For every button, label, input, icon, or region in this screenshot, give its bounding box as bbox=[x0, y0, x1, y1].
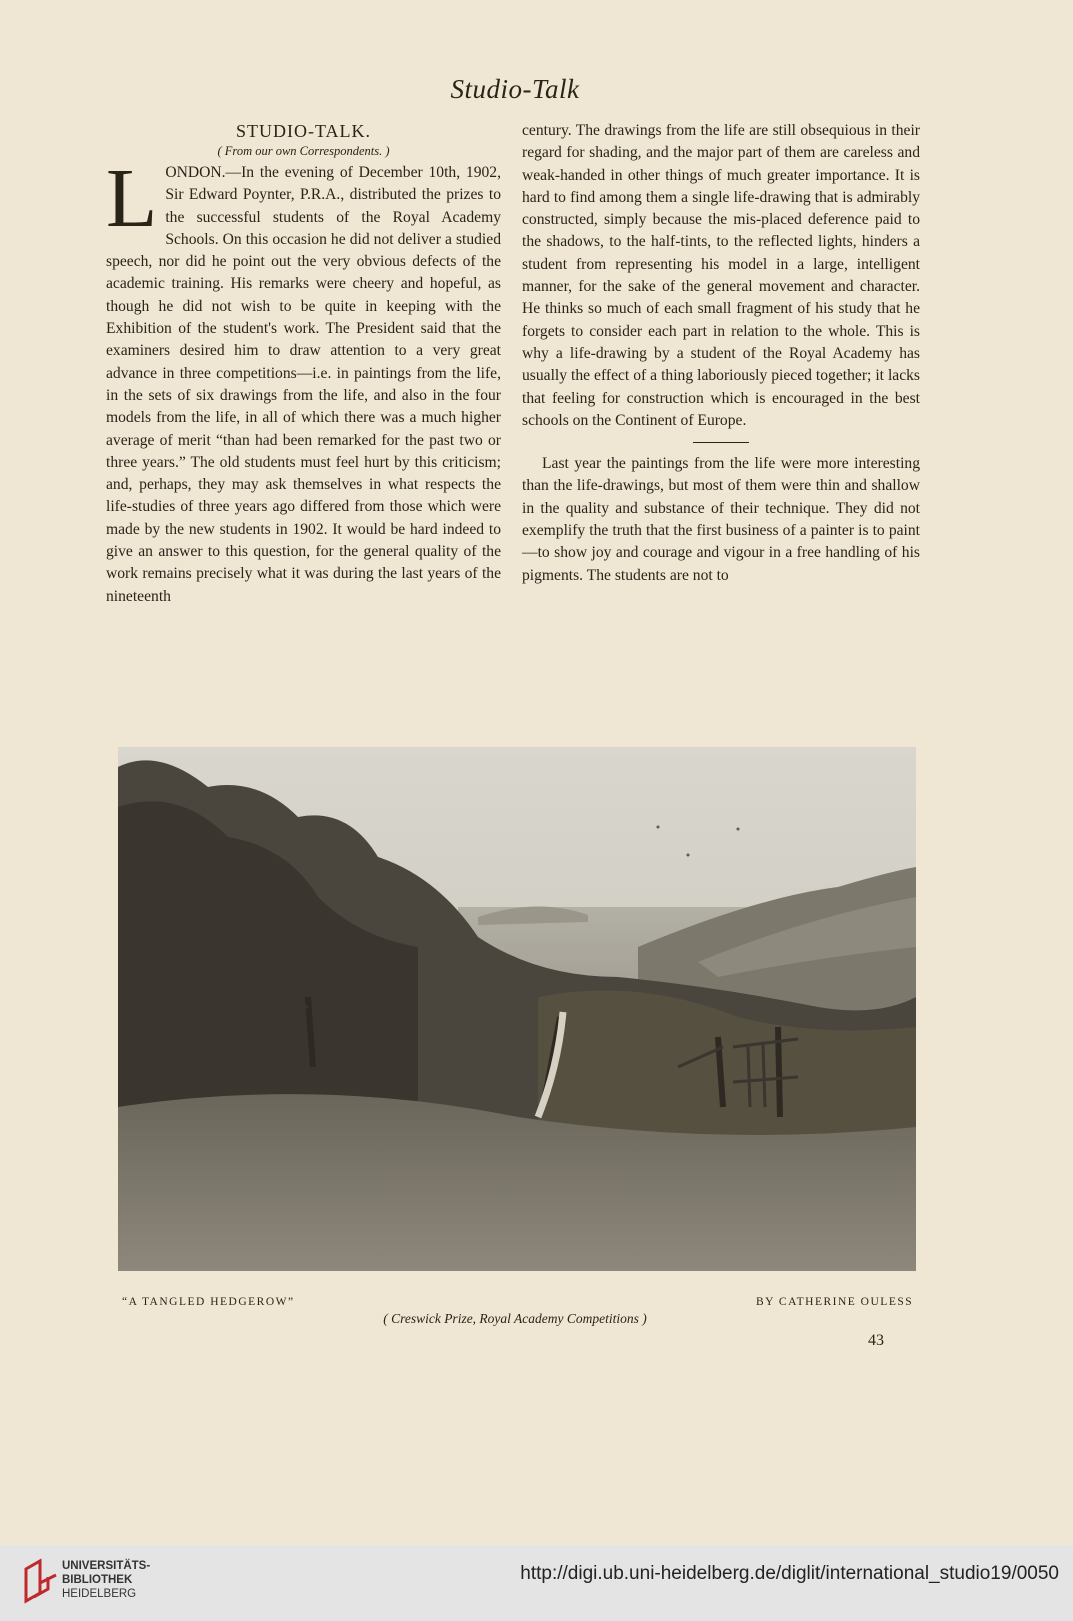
library-name bbox=[62, 1559, 150, 1601]
left-column-text: ONDON.—In the evening of December 10th, 1902, Sir Edward Poynter, P.R.A., distributed the prizes to the successful students of the Royal Academy Schools. On this occasion he did not deliver a studied speech, nor did he point out the very obvious defects of the academic training. His remarks were cheery and hopeful, as though he did not wish to be quite in keeping with the Exhibition of the student's work. The President said that the examiners desired him to draw attention to a very great advance in three competitions—i.e. in paintings from the life, in the sets of six drawings from the life, and also in the four models from the life, in all of which there was a much higher average of merit “than had been remarked for the past two or three years.” The old students must feel hurt by this criticism; and, perhaps, they may ask themselves in what respects the life-studies of three years ago differed from those which were made by the new students in 1902. It would be hard indeed to give an answer to this question, for the general quality of the work remains precisely what it was during the last years of the nineteenth bbox=[106, 164, 501, 605]
library-name-line1: UNIVERSITÄTS- bbox=[62, 1560, 151, 1572]
article-title: STUDIO-TALK. bbox=[235, 121, 372, 141]
running-head: Studio-Talk bbox=[450, 74, 580, 104]
right-column-paragraph-2: Last year the paintings from the life were more interesting than the life-drawings, but most of them were thin and shallow in the quality and substance of their technique. They did not exemplify the truth that the first business of a painter is to paint—to show joy and courage and vigour in a free handling of his pigments. The students are not to bbox=[522, 455, 920, 584]
right-column bbox=[522, 120, 920, 587]
section-divider bbox=[693, 442, 749, 443]
painting-plate bbox=[118, 747, 916, 1271]
plate-caption-sub: ( Creswick Prize, Royal Academy Competitions ) bbox=[383, 1311, 647, 1326]
library-name-line2: BIBLIOTHEK bbox=[62, 1574, 133, 1586]
right-column-paragraph-1: century. The drawings from the life are still obsequious in their regard for shading, and the major part of them are careless and weak-handed in other things of much greater importance. It is hard to find among them a single life-drawing that is admirably constructed, simply because the mis-placed deference paid to the shadows, to the half-tints, to the reflected lights, hinders a student from representing his model in a large, intelligent manner, for the sake of the general movement and character. He thinks so much of each small fragment of his study that he forgets to consider each part in relation to the whole. This is why a life-drawing by a student of the Royal Academy has usually the effect of a thing laboriously pieced together; it lacks that feeling for construction which is encouraged in the best schools on the Continent of Europe. bbox=[522, 122, 920, 429]
page-number: 43 bbox=[868, 1332, 884, 1349]
hedgerow-landscape-illustration bbox=[118, 747, 916, 1271]
permalink-url[interactable]: http://digi.ub.uni-heidelberg.de/diglit/international_studio19/0050 bbox=[520, 1563, 1059, 1584]
article-byline: ( From our own Correspondents. ) bbox=[217, 144, 390, 158]
left-column-paragraph bbox=[106, 152, 501, 608]
plate-caption-title: “A TANGLED HEDGEROW” bbox=[122, 1296, 295, 1308]
library-logo-icon bbox=[22, 1557, 62, 1605]
plate-caption-artist: BY CATHERINE OULESS bbox=[756, 1296, 914, 1308]
library-name-line3: HEIDELBERG bbox=[62, 1588, 137, 1600]
viewer-footer bbox=[0, 1545, 1073, 1621]
left-column bbox=[106, 120, 501, 608]
drop-cap: L bbox=[106, 152, 158, 245]
